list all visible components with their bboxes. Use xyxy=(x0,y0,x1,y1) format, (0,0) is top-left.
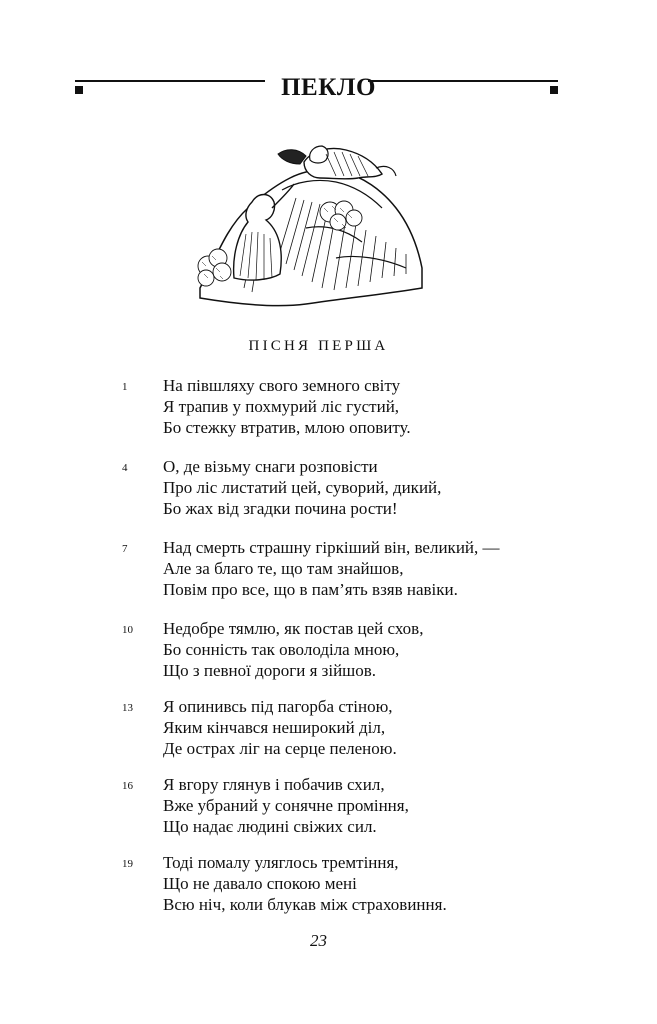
verse-line: Що з певної дороги я зійшов. xyxy=(163,661,377,680)
verse-line: Що надає людині свіжих сил. xyxy=(163,817,377,836)
line-number: 19 xyxy=(122,858,133,870)
line-number: 4 xyxy=(122,462,128,474)
running-title: ПЕКЛО xyxy=(281,74,376,101)
verse-line: Над смерть страшну гіркіший він, великий, — xyxy=(163,538,500,557)
verse-line: Про ліс листатий цей, суворий, дикий, xyxy=(163,478,442,497)
verse-line: Яким кінчався неширокий діл, xyxy=(163,718,386,737)
verse-line: Що не давало спокою мені xyxy=(163,874,357,893)
line-number: 13 xyxy=(122,702,133,714)
line-number: 7 xyxy=(122,543,128,555)
verse-line: Я трапив у похмурий ліс густий, xyxy=(163,397,400,416)
verse-line: Бо сонність так оволоділа мною, xyxy=(163,640,400,659)
line-number: 1 xyxy=(122,381,128,393)
page-number: 23 xyxy=(310,931,327,950)
verse-line: Де острах ліг на серце пеленою. xyxy=(163,739,397,758)
verse-line: Але за благо те, що там знайшов, xyxy=(163,559,404,578)
canto-title: ПІСНЯ ПЕРША xyxy=(248,338,389,354)
verse-line: На півшляху свого земного світу xyxy=(163,376,401,395)
verse-line: Я вгору глянув і побачив схил, xyxy=(163,775,385,794)
line-number: 10 xyxy=(122,624,133,636)
verse-line: Бо жах від згадки почина рости! xyxy=(163,499,398,518)
engraving-icon xyxy=(186,138,426,310)
verse-line: Бо стежку втратив, млою оповиту. xyxy=(163,418,411,437)
verse-line: Повім про все, що в пам’ять взяв навіки. xyxy=(163,580,458,599)
verse-line: Тоді помалу уляглось тремтіння, xyxy=(163,853,399,872)
verse-line: Недобре тямлю, як постав цей схов, xyxy=(163,619,424,638)
line-number: 16 xyxy=(122,780,133,792)
verse-line: О, де візьму снаги розповісти xyxy=(163,457,378,476)
verse-line: Я опинивсь під пагорба стіною, xyxy=(163,697,393,716)
verse-line: Всю ніч, коли блукав між страховиння. xyxy=(163,895,447,914)
verse-line: Вже убраний у сонячне проміння, xyxy=(163,796,409,815)
